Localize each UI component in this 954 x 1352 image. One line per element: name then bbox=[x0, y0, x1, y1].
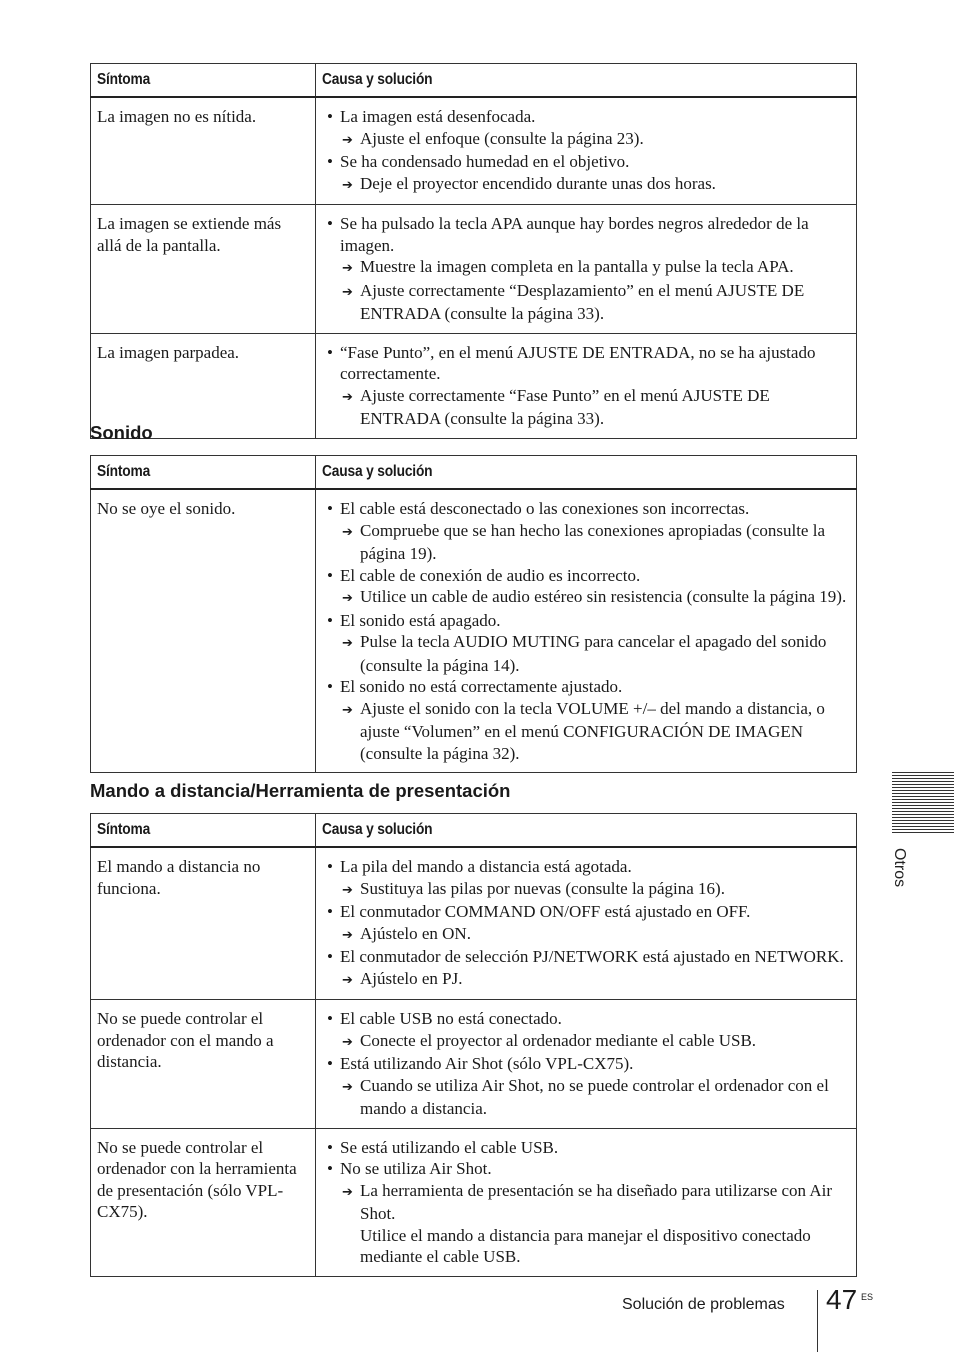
table-row bbox=[91, 1128, 857, 1276]
header-symptom: Síntoma bbox=[91, 64, 316, 98]
bullet-glyph: • bbox=[327, 214, 333, 233]
bullet-glyph: • bbox=[327, 499, 333, 518]
arrow-right-icon: ➔ bbox=[342, 261, 353, 276]
symptom-cell: El mando a distancia no funciona. bbox=[91, 847, 316, 1000]
bullet-item bbox=[322, 342, 850, 385]
bullet-glyph: • bbox=[327, 1159, 333, 1178]
section-title-remote: Mando a distancia/Herramienta de presentación bbox=[90, 780, 511, 801]
table-row bbox=[91, 489, 857, 773]
header-symptom: Síntoma bbox=[91, 814, 316, 848]
bullet-item bbox=[322, 565, 850, 587]
line-text: El conmutador de selección PJ/NETWORK está ajustado en NETWORK. bbox=[340, 947, 844, 966]
symptom-cell: No se puede controlar el ordenador con la herramienta de presentación (sólo VPL-CX75). bbox=[91, 1128, 316, 1276]
solution-cell bbox=[316, 1128, 857, 1276]
solution-cell bbox=[316, 205, 857, 334]
solution-step bbox=[322, 385, 850, 430]
solution-step bbox=[322, 173, 850, 197]
solution-step bbox=[322, 631, 850, 676]
line-text: Ajuste correctamente “Desplazamiento” en el menú AJUSTE DE ENTRADA (consulte la página 33). bbox=[360, 280, 805, 323]
bullet-item bbox=[322, 1008, 850, 1030]
bullet-item bbox=[322, 1158, 850, 1180]
solution-step bbox=[322, 1030, 850, 1054]
side-tab-label: Otros bbox=[891, 848, 908, 888]
bullet-glyph: • bbox=[327, 902, 333, 921]
line-text: Utilice el mando a distancia para manejar el dispositivo conectado mediante el cable USB. bbox=[360, 1225, 811, 1266]
solution-step bbox=[322, 256, 850, 280]
line-text: Utilice un cable de audio estéreo sin resistencia (consulte la página 19). bbox=[360, 587, 847, 606]
table-row bbox=[91, 97, 857, 205]
footer-divider bbox=[817, 1290, 818, 1352]
arrow-right-icon: ➔ bbox=[342, 1034, 353, 1050]
bullet-glyph: • bbox=[327, 152, 333, 171]
arrow-right-icon: ➔ bbox=[342, 284, 353, 300]
solution-step bbox=[322, 923, 850, 947]
bullet-glyph: • bbox=[327, 677, 333, 696]
line-text: “Fase Punto”, en el menú AJUSTE DE ENTRADA, no se ha ajustado correctamente. bbox=[340, 342, 816, 383]
bullet-glyph: • bbox=[327, 857, 333, 876]
line-text: Está utilizando Air Shot (sólo VPL-CX75). bbox=[340, 1054, 634, 1073]
line-text: Conecte el proyector al ordenador mediante el cable USB. bbox=[360, 1030, 757, 1050]
symptom-cell: La imagen no es nítida. bbox=[91, 97, 316, 205]
solution-cell bbox=[316, 1000, 857, 1129]
arrow-right-icon: ➔ bbox=[342, 636, 353, 651]
solution-step bbox=[322, 1075, 850, 1120]
table-row bbox=[91, 205, 857, 334]
bullet-item bbox=[322, 856, 850, 878]
solution-cell bbox=[316, 847, 857, 1000]
line-text: La herramienta de presentación se ha diseñado para utilizarse con Air Shot. bbox=[360, 1180, 833, 1223]
language-code: ES bbox=[861, 1292, 874, 1302]
solution-cell bbox=[316, 97, 857, 205]
line-text: Compruebe que se han hecho las conexiones apropiadas (consulte la página 19). bbox=[360, 520, 825, 563]
bullet-glyph: • bbox=[327, 1009, 333, 1028]
table-header-row bbox=[91, 64, 857, 98]
line-text: El cable USB no está conectado. bbox=[340, 1009, 562, 1028]
line-text: La imagen está desenfocada. bbox=[340, 107, 536, 126]
footer-section-label: Solución de problemas bbox=[622, 1296, 785, 1313]
line-text: La pila del mando a distancia está agotada. bbox=[340, 857, 632, 876]
bullet-glyph: • bbox=[327, 107, 333, 126]
bullet-item bbox=[322, 946, 850, 968]
bullet-item bbox=[322, 901, 850, 923]
line-text: Sustituya las pilas por nuevas (consulte la página 16). bbox=[360, 878, 725, 898]
solution-cell bbox=[316, 489, 857, 773]
table-row bbox=[91, 1000, 857, 1129]
line-text: Ajuste el enfoque (consulte la página 23). bbox=[360, 128, 644, 148]
arrow-right-icon: ➔ bbox=[342, 927, 353, 943]
line-text: Ajuste correctamente “Fase Punto” en el menú AJUSTE DE ENTRADA (consulte la página 33). bbox=[360, 385, 770, 428]
arrow-right-icon: ➔ bbox=[342, 1184, 353, 1200]
line-text: El cable de conexión de audio es incorrecto. bbox=[340, 565, 641, 585]
bullet-glyph: • bbox=[327, 565, 333, 585]
page-number: 47 bbox=[826, 1284, 858, 1315]
line-text: No se utiliza Air Shot. bbox=[340, 1159, 492, 1178]
line-text: Ajuste el sonido con la tecla VOLUME +/– del mando a distancia, o ajuste “Volumen” en el menú CONFIGURACIÓN DE IMAGEN (consulte la página 32). bbox=[360, 698, 825, 763]
arrow-right-icon: ➔ bbox=[342, 702, 353, 718]
solution-step bbox=[322, 968, 850, 992]
symptom-cell: No se puede controlar el ordenador con el mando a distancia. bbox=[91, 1000, 316, 1129]
arrow-right-icon: ➔ bbox=[342, 591, 353, 606]
line-text: El sonido está apagado. bbox=[340, 610, 501, 630]
bullet-item bbox=[322, 1053, 850, 1075]
line-text: Cuando se utiliza Air Shot, no se puede controlar el ordenador con el mando a distancia. bbox=[360, 1075, 829, 1118]
line-text: Ajústelo en ON. bbox=[360, 923, 471, 943]
solution-cell bbox=[316, 333, 857, 438]
arrow-right-icon: ➔ bbox=[342, 389, 353, 405]
solution-step bbox=[322, 586, 850, 610]
line-text: Ajústelo en PJ. bbox=[360, 968, 463, 988]
bullet-item bbox=[322, 610, 850, 632]
section-title-sound: Sonido bbox=[90, 422, 153, 443]
arrow-right-icon: ➔ bbox=[342, 524, 353, 540]
table-sound-issues bbox=[90, 455, 857, 773]
line-text: El cable está desconectado o las conexiones son incorrectas. bbox=[340, 499, 750, 518]
solution-step bbox=[322, 520, 850, 565]
bullet-item bbox=[322, 676, 850, 698]
table-image-issues bbox=[90, 63, 857, 439]
header-symptom: Síntoma bbox=[91, 456, 316, 490]
solution-step bbox=[322, 1180, 850, 1225]
symptom-cell: No se oye el sonido. bbox=[91, 489, 316, 773]
solution-note bbox=[322, 1225, 850, 1268]
table-row bbox=[91, 333, 857, 438]
header-cause-solution: Causa y solución bbox=[316, 456, 857, 490]
symptom-cell: La imagen parpadea. bbox=[91, 333, 316, 438]
bullet-item bbox=[322, 213, 850, 256]
table-remote-issues bbox=[90, 813, 857, 1277]
solution-step bbox=[322, 128, 850, 152]
table-row bbox=[91, 847, 857, 1000]
bullet-item bbox=[322, 1137, 850, 1159]
bullet-glyph: • bbox=[327, 1137, 333, 1157]
bullet-glyph: • bbox=[327, 610, 333, 630]
bullet-glyph: • bbox=[327, 342, 333, 362]
line-text: Se está utilizando el cable USB. bbox=[340, 1137, 559, 1157]
line-text: Pulse la tecla AUDIO MUTING para cancelar el apagado del sonido (consulte la página 14). bbox=[360, 632, 827, 675]
line-text: El sonido no está correctamente ajustado. bbox=[340, 677, 623, 696]
table-header-row bbox=[91, 456, 857, 490]
line-text: Deje el proyector encendido durante unas dos horas. bbox=[360, 173, 716, 193]
symptom-cell: La imagen se extiende más allá de la pantalla. bbox=[91, 205, 316, 334]
arrow-right-icon: ➔ bbox=[342, 972, 353, 988]
line-text: Se ha pulsado la tecla APA aunque hay bordes negros alrededor de la imagen. bbox=[340, 214, 809, 255]
line-text: Muestre la imagen completa en la pantalla y pulse la tecla APA. bbox=[360, 257, 794, 276]
bullet-glyph: • bbox=[327, 947, 333, 966]
bullet-glyph: • bbox=[327, 1054, 333, 1073]
table-header-row bbox=[91, 814, 857, 848]
solution-step bbox=[322, 280, 850, 325]
solution-step bbox=[322, 878, 850, 902]
arrow-right-icon: ➔ bbox=[342, 177, 353, 193]
solution-step bbox=[322, 698, 850, 765]
bullet-item bbox=[322, 498, 850, 520]
line-text: Se ha condensado humedad en el objetivo. bbox=[340, 152, 630, 171]
side-tab-stripes bbox=[892, 772, 954, 835]
header-cause-solution: Causa y solución bbox=[316, 64, 857, 98]
bullet-item bbox=[322, 151, 850, 173]
line-text: El conmutador COMMAND ON/OFF está ajustado en OFF. bbox=[340, 902, 751, 921]
bullet-item bbox=[322, 106, 850, 128]
arrow-right-icon: ➔ bbox=[342, 1079, 353, 1095]
arrow-right-icon: ➔ bbox=[342, 882, 353, 898]
arrow-right-icon: ➔ bbox=[342, 132, 353, 148]
header-cause-solution: Causa y solución bbox=[316, 814, 857, 848]
